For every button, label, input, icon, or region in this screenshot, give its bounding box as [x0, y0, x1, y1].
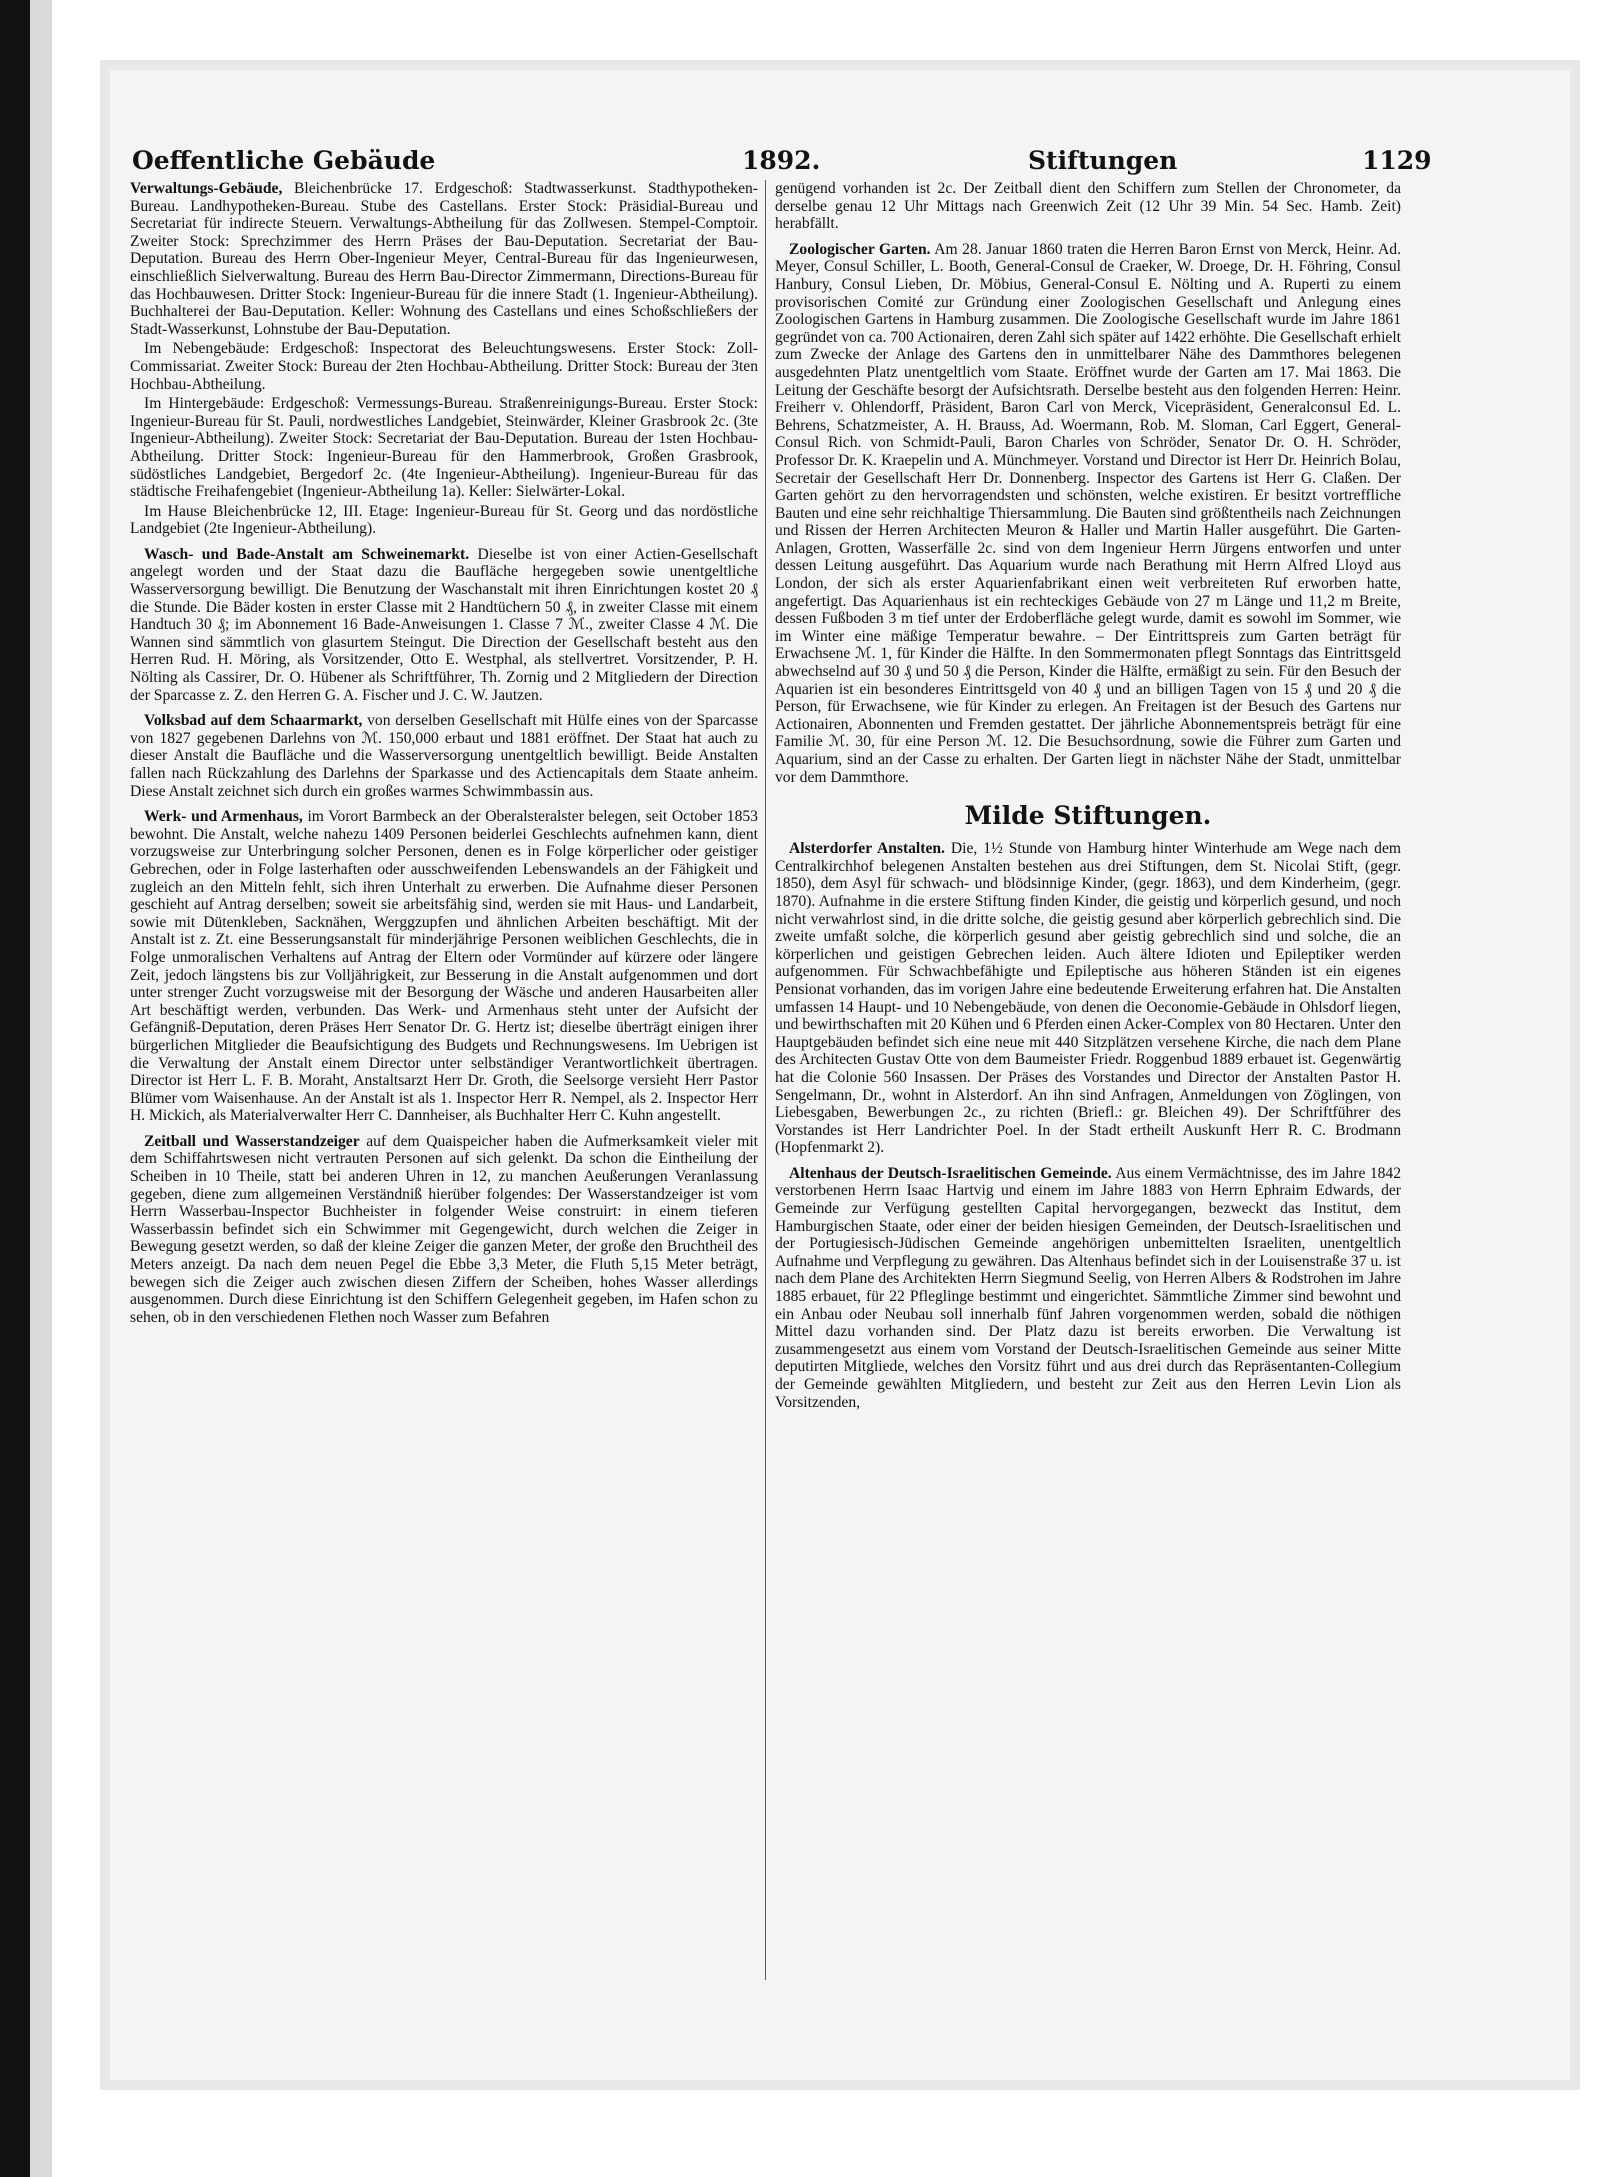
paragraph-heading: Zoologischer Garten. — [789, 240, 931, 258]
paragraph-text: Bleichenbrücke 17. Erdgeschoß: Stadtwasserkunst. Stadthypotheken-Bureau. Landhypotheken-Bureau. Stube des Castellans. Erster Stock: Präsidial-Bureau und Secretariat für indirecte Steuern. Verwaltungs-Abtheilung für das Zollwesen. Stempel-Comptoir. Zweiter Stock: Sprechzimmer des Herrn Präses der Bau-Deputation. Secretariat der Bau-Deputation. Bureau des Herrn Ober-Ingenieur Meyer, Central-Bureau für das Ingenieurwesen, einschließlich Sielverwaltung. Bureau des Herrn Bau-Director Zimmermann, Directions-Bureau für das Hochbauwesen. Dritter Stock: Ingenieur-Bureau für die innere Stadt (1. Ingenieur-Abtheilung). Buchhalterei der Bau-Deputation. Keller: Wohnung des Castellans und eines Schoßschließers der Stadt-Wasserkunst, Lohnstube der Bau-Deputation. — [130, 180, 758, 338]
paragraph — [775, 1165, 1401, 1411]
paragraph — [130, 395, 758, 501]
paragraph-text: Die, 1½ Stunde von Hamburg hinter Winterhude am Wege nach dem Centralkirchhof belegenen Anstalten bestehen aus drei Stiftungen, dem St. Nicolai Stift, (gegr. 1850), dem Asyl für schwach- und blödsinnige Kinder, (gegr. 1863), und dem Kinderheim, (gegr. 1870). Aufnahme in die erstere Stiftung finden Kinder, die geistig und körperlich gesund, und noch nicht verwahrlost sind, in die dritte solche, die geistig gesund aber körperlich gebrechlich sind. Die zweite umfaßt solche, die körperlich gesund aber geistig gebrechlich sind und solche, die an körperlichen und geistigen Gebrechen leiden. Auch ältere Idioten und Epileptiker werden aufgenommen. Für Schwachbefähigte und Epileptische aus höheren Ständen ist ein eigenes Pensionat vorhanden, das im vorigen Jahre eine bedeutende Erweiterung erfahren hat. Die Anstalten umfassen 14 Haupt- und 10 Nebengebäude, von denen die Oeconomie-Gebäude in Ohlsdorf liegen, und bewirthschaften mit 20 Kühen und 6 Pferden einen Acker-Complex von 80 Hectaren. Unter den Hauptgebäuden befindet sich eine neue mit 440 Sitzplätzen versehene Kirche, die nach dem Plane des Architecten Gustav Otte von dem Baumeister Friedr. Roggenbud 1889 erbauet ist. Gegenwärtig hat die Colonie 560 Insassen. Der Präses des Vorstandes und Director der Anstalten Pastor H. Sengelmann, Dr., wohnt in Alsterdorf. An ihn sind Anfragen, Anmeldungen von Zöglingen, von Liebesgaben, Bewerbungen 2c., zu richten (Briefl.: gr. Bleichen 49). Der Schriftführer des Vorstandes ist Herr Landrichter Poel. In der Stadt ertheilt Auskunft Herr R. C. Brodmann (Hopfenmarkt 2). — [775, 840, 1401, 1157]
section-title: Milde Stiftungen. — [964, 801, 1212, 831]
paragraph-heading: Werk- und Armenhaus, — [144, 808, 303, 826]
paragraph — [775, 180, 1401, 233]
running-header — [130, 140, 1432, 180]
paragraph — [775, 241, 1401, 786]
right-column — [775, 180, 1401, 1413]
paragraph — [130, 340, 758, 393]
header-left-title: Oeffentliche Gebäude — [132, 146, 436, 175]
paragraph — [130, 1133, 758, 1327]
paragraph-heading: Altenhaus der Deutsch-Israelitischen Gemeinde. — [789, 1164, 1112, 1182]
header-year: 1892. — [742, 146, 821, 175]
paragraph-text: Im Hause Bleichenbrücke 12, III. Etage: Ingenieur-Bureau für St. Georg und das nordöstliche Landgebiet (2te Ingenieur-Abtheilung). — [130, 502, 758, 538]
paragraph — [130, 808, 758, 1125]
paragraph-heading: Verwaltungs-Gebäude, — [130, 180, 283, 197]
header-right-title: Stiftungen — [1028, 146, 1178, 175]
paragraph-heading: Zeitball und Wasserstandzeiger — [144, 1132, 360, 1150]
paragraph-text: genügend vorhanden ist 2c. Der Zeitball dient den Schiffern zum Stellen der Chronometer, da derselbe genau 12 Uhr Mittags nach Greenwich Zeit (12 Uhr 39 Min. 54 Sec. Hamb. Zeit) herabfällt. — [775, 180, 1401, 233]
paragraph — [130, 180, 758, 338]
left-column — [130, 180, 758, 1328]
paragraph-text: Aus einem Vermächtnisse, des im Jahre 1842 verstorbenen Herrn Isaac Hartvig und einem im Jahre 1883 von Herrn Ephraim Edwards, der Gemeinde zur Verfügung gestellten Capital hervorgegangen, bezweckt das Institut, dem Hamburgischen Staate, oder einer der beiden hiesigen Gemeinden, der Deutsch-Israelitischen und der Portugiesisch-Jüdischen Gemeinde angehörigen unbemittelten Israeliten, unentgeltlich Aufnahme und Verpflegung zu gewähren. Das Altenhaus befindet sich in der Louisenstraße 37 u. ist nach dem Plane des Architekten Herrn Siegmund Seelig, von Herren Albers & Rodstrohen im Jahre 1885 erbauet, für 22 Pfleglinge bestimmt und eingerichtet. Sämmtliche Zimmer sind bewohnt und ein Anbau oder Neubau soll innerhalb fünf Jahren vorgenommen werden, sobald die nöthigen Mittel dazu vorhanden sind. Der Platz dazu ist bereits erworben. Die Verwaltung ist zusammengesetzt aus einem vom Vorstand der Deutsch-Israelitischen Gemeinde aus seiner Mitte deputirten Mitgliede, welches den Vorsitz führt und aus drei durch das Repräsentanten-Collegium der Gemeinde gewählten Mitgliedern, und besteht zur Zeit aus den Herren Levin Lion als Vorsitzenden, — [775, 1164, 1402, 1411]
paragraph — [130, 503, 758, 538]
paragraph — [130, 712, 758, 800]
paragraph-text: im Vorort Barmbeck an der Oberalsteralster belegen, seit October 1853 bewohnt. Die Anstalt, welche nahezu 1409 Personen beiderlei Geschlechts aufnehmen kann, dient vorzugsweise zur Unterbringung solcher Personen, denen es in Folge körperlicher oder geistiger Gebrechen, oder in Folge lasterhaften oder ausschweifenden Lebenswandels an der Fähigkeit und zugleich an den Mitteln fehlt, sich ihren Unterhalt zu erwerben. Die Aufnahme dieser Personen geschieht auf Antrag derselben; soweit sie arbeitsfähig sind, werden sie mit Haus- und Landarbeit, sowie mit Dütenkleben, Sacknähen, Werggzupfen und ähnlichen Arbeiten beschäftigt. Mit der Anstalt ist z. Zt. eine Besserungsanstalt für minderjährige Personen weiblichen Geschlechts, die in Folge unmoralischen Verhaltens auf Antrag der Eltern oder Vormünder auf kürzere oder längere Zeit, jedoch längstens bis zur Volljährigkeit, zur Besserung in die Anstalt aufgenommen und dort unter strenger Zucht vorzugsweise mit der Besorgung der Wäsche und anderen Hausarbeiten aller Art beschäftigt werden, verbunden. Das Werk- und Armenhaus steht unter der Aufsicht der Gefängniß-Deputation, deren Präses Herr Senator Dr. G. Hertz ist; dieselbe überträgt einigen ihrer bürgerlichen Mitglieder die Beaufsichtigung des Budgets und Rechnungswesens. Im Uebrigen ist die Verwaltung der Anstalt einem Director unter selbständiger Verantwortlichkeit übertragen. Director ist Herr L. F. B. Moraht, Anstaltsarzt Herr Dr. Groth, die Seelsorge versieht Herr Pastor Blümer vom Waisenhause. An der Anstalt ist als 1. Inspector Herr R. Nempel, als 2. Inspector Herr H. Mickich, als Materialverwalter Herr C. Dannheiser, als Buchhalter Herr C. Kuhn angestellt. — [130, 808, 758, 1125]
binding-shadow — [30, 0, 52, 2177]
paragraph-heading: Volksbad auf dem Schaarmarkt, — [144, 712, 363, 730]
paragraph-text: Im Nebengebäude: Erdgeschoß: Inspectorat des Beleuchtungswesens. Erster Stock: Zoll-Commissariat. Zweiter Stock: Bureau der 2ten Hochbau-Abtheilung. Dritter Stock: Bureau der 3ten Hochbau-Abtheilung. — [130, 340, 758, 393]
paragraph-heading: Alsterdorfer Anstalten. — [789, 840, 945, 858]
paragraph-text: Im Hintergebäude: Erdgeschoß: Vermessungs-Bureau. Straßenreinigungs-Bureau. Erster Stock: Ingenieur-Bureau für St. Pauli, nordwestliches Landgebiet, Steinwärder, Kleiner Grasbrook 2c. (3te Ingenieur-Abtheilung). Zweiter Stock: Secretariat der Bau-Deputation. Bureau der 1sten Hochbau-Abtheilung. Dritter Stock: Ingenieur-Bureau für den Hammerbrook, Großen Grasbrook, südöstliches Landgebiet, Bergedorf 2c. (4te Ingenieur-Abtheilung). Ingenieur-Bureau für das städtische Freihafengebiet (Ingenieur-Abtheilung 1a). Keller: Sielwärter-Lokal. — [130, 395, 758, 501]
paragraph-text: von derselben Gesellschaft mit Hülfe eines von der Sparcasse von 1827 gegebenen Darlehns von ℳ. 150,000 erbaut und 1881 eröffnet. Der Staat hat auch zu dieser Anstalt die Baufläche und die Wasserversorgung unentgeltlich bewilligt. Beide Anstalten fallen nach Rückzahlung des Darlehns der Sparkasse und des Actiencapitals dem Staate anheim. Diese Anstalt zeichnet sich durch ein großes warmes Schwimmbassin aus. — [130, 712, 758, 800]
paragraph-text: auf dem Quaispeicher haben die Aufmerksamkeit vieler mit dem Schiffahrtswesen nicht vertrauten Personen auf sich gelenkt. Da schon die Eintheilung der Scheiben in 10 Theile, statt bei anderen Uhren in 12, zu manchen Aeußerungen Veranlassung gegeben, diene zum allgemeinen Verständniß hierüber folgendes: Der Wasserstandzeiger ist vom Herrn Wasserbau-Inspector Buchheister in folgender Weise construirt: in einem tieferen Wasserbassin befindet sich ein Schwimmer mit Gegengewicht, durch welchen die Zeiger in Bewegung gesetzt werden, so daß der kleine Zeiger die ganzen Meter, der große den Bruchtheil des Meters anzeigt. Da nach dem neuen Pegel die Ebbe 3,3 Meter, die Fluth 5,15 Meter beträgt, bewegen sich die Zeiger auch zwischen diesen Ziffern der Scheiben, hohes Wasser allerdings ausgenommen. Durch diese Einrichtung ist den Schiffern Gelegenheit gegeben, im Hafen schon zu sehen, ob in den verschiedenen Flethen noch Wasser zum Befahren — [130, 1132, 758, 1326]
column-divider — [765, 180, 766, 1980]
paragraph — [130, 546, 758, 704]
page-number: 1129 — [1362, 146, 1432, 175]
printed-page — [130, 140, 1432, 2000]
paragraph — [775, 840, 1401, 1157]
paragraph-heading: Wasch- und Bade-Anstalt am Schweinemarkt. — [144, 545, 470, 563]
paragraph-text: Am 28. Januar 1860 traten die Herren Baron Ernst von Merck, Heinr. Ad. Meyer, Consul Schiller, L. Booth, General-Consul de Craeker, W. Droege, Dr. H. Föhring, Consul Hanbury, Consul Lieben, Dr. Möbius, General-Consul E. Nölting und A. Ruperti zu einem provisorischen Comité zur Gründung einer Zoologischen Gesellschaft und Anlegung eines Zoologischen Gartens in Hamburg zusammen. Die Zoologische Gesellschaft wurde im Jahre 1861 gegründet von ca. 700 Actionairen, deren Zahl sich später auf 1422 erhöhte. Die Gesellschaft erhielt zum Zwecke der Anlage des Gartens den in unmittelbarer Nähe des Dammthores belegenen ausgedehnten Platz unentgeltlich vom Staate. Eröffnet wurde der Garten am 17. Mai 1863. Die Leitung der Geschäfte besorgt der Aufsichtsrath. Derselbe besteht aus den folgenden Herren: Heinr. Freiherr v. Ohlendorff, Präsident, Baron Carl von Merck, Vicepräsident, Generalconsul Ed. L. Behrens, Schatzmeister, A. H. Brauss, Ad. Woermann, Rob. M. Sloman, Carl Eggert, General-Consul Rich. von Schmidt-Pauli, Baron Charles von Schröder, Senator Dr. O. H. Schröder, Professor Dr. K. Kraepelin und A. Münchmeyer. Vorstand und Director ist Herr Dr. Heinrich Bolau, Secretair der Gesellschaft Herr Dr. Donnenberg. Inspector des Gartens ist Herr G. Claßen. Der Garten gehört zu den hervorragendsten und schönsten, welche existiren. Er besitzt vortreffliche Bauten und eine sehr reichhaltige Thiersammlung. Die Bauten sind größtentheils nach Zeichnungen und Rissen der Herren Architecten Meuron & Haller und Martin Haller ausgeführt. Die Garten-Anlagen, Grotten, Wasserfälle 2c. sind von dem Ingenieur Herrn Jürgens entworfen und unter dessen Leitung ausgeführt. Das Aquarium wurde nach Berathung mit Herrn Alfred Lloyd aus London, der sich als erster Aquarienfabrikant einen weit verbreiteten Ruf erworben hatte, angefertigt. Das Aquarienhaus ist ein rechteckiges Gebäude von 27 m Länge und 11,2 m Breite, dessen Fußboden 3 m tief unter der Erdoberfläche gelegt wurde, damit es sowohl im Sommer, wie im Winter eine mäßige Temperatur bewahre. – Der Eintrittspreis zum Garten beträgt für Erwachsene ℳ. 1, für Kinder die Hälfte. In den Sommermonaten pflegt Sonntags das Eintrittsgeld abwechselnd auf 30 ₰ und 50 ₰ die Person, Kinder die Hälfte, ermäßigt zu sein. Für den Besuch der Aquarien ist ein besonderes Eintrittsgeld von 40 ₰ und an billigen Tagen von 15 ₰ und 20 ₰ die Person, für Erwachsene, wie für Kinder zu erlegen. An Freitagen ist der Besuch des Gartens nur Actionairen, Abonnenten und Fremden gestattet. Der jährliche Abonnementspreis beträgt für eine Familie ℳ. 30, für eine Person ℳ. 12. Die Besuchsordnung, sowie die Führer zum Garten und Aquarium, sind an der Casse zu erhalten. Der Garten liegt in nächster Nähe der Stadt, unmittelbar vor dem Dammthore. — [775, 240, 1401, 786]
book-binding-edge — [0, 0, 30, 2177]
paragraph-text: Dieselbe ist von einer Actien-Gesellschaft angelegt worden und der Staat dazu die Baufläche hergegeben sowie unentgeltliche Wasserversorgung bewilligt. Die Benutzung der Waschanstalt mit ihren Einrichtungen kostet 20 ₰ die Stunde. Die Bäder kosten in erster Classe mit 2 Handtüchern 50 ₰, in zweiter Classe mit einem Handtuch 30 ₰; im Abonnement 16 Bade-Anweisungen 1. Classe 7 ℳ., zweiter Classe 4 ℳ. Die Wannen sind sämmtlich von glasurtem Steingut. Die Direction der Gesellschaft besteht aus den Herren Rud. H. Möring, als Vorsitzender, Otto E. Westphal, als stellvertret. Vorsitzender, P. H. Nölting als Cassirer, Dr. O. Hübener als Schriftführer, Th. Zornig und 2 Mitgliedern der Direction der Sparcasse z. Z. den Herren G. A. Fischer und J. C. W. Jautzen. — [130, 545, 758, 704]
